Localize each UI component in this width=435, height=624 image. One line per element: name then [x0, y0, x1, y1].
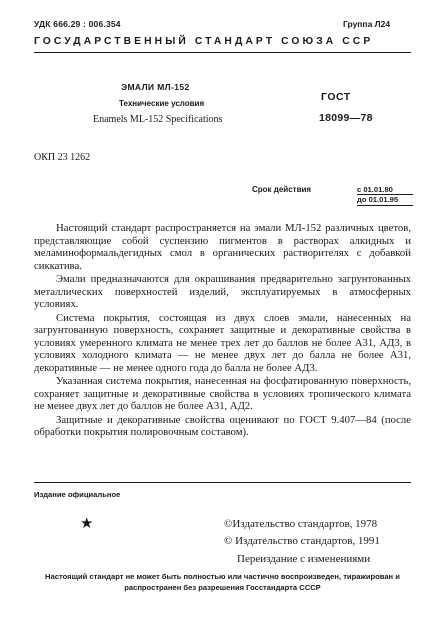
reproduction-notice: Настоящий стандарт не может быть полностью или частично воспроизведен, тиражирован и распространен без разрешения Госстандарта СССР	[45, 572, 400, 592]
validity-label: Срок действия	[252, 185, 312, 194]
footer-divider	[34, 482, 411, 483]
gost-number: 18099—78	[319, 112, 373, 124]
paragraph-scope: Настоящий стандарт распространяется на эмали МЛ-152 различных цветов, представляющие собой суспензию пигментов в растворах алкидных и меламиноформальдегидных смол в органических растворителях с добавкой сиккатива.	[34, 222, 411, 272]
group-code: Группа Л24	[343, 19, 391, 29]
validity-underline-2	[357, 205, 413, 206]
udk-code: УДК 666.29 : 006.354	[34, 19, 121, 29]
paragraph-purpose: Эмали предназначаются для окрашивания предварительно загрунтованных металлических поверхностей изделий, эксплуатируемых в атмосферных условиях.	[34, 273, 411, 310]
gost-label: ГОСТ	[321, 91, 351, 103]
paragraph-evaluation: Защитные и декоративные свойства оценивают по ГОСТ 9.407—84 (после обработки покрытия полировочным составом).	[34, 413, 411, 438]
state-standard-heading: ГОСУДАРСТВЕННЫЙ СТАНДАРТ СОЮЗА ССР	[34, 36, 374, 47]
header-divider	[34, 52, 411, 53]
document-title: ЭМАЛИ МЛ-152	[121, 82, 190, 92]
validity-to: до 01.01.95	[357, 195, 399, 204]
official-edition-label: Издание официальное	[34, 490, 121, 499]
document-subtitle: Технические условия	[119, 99, 205, 108]
okp-code: ОКП 23 1262	[34, 152, 91, 163]
copyright-1978: ©Издательство стандартов, 1978	[224, 518, 378, 530]
reissue-note: Переиздание с изменениями	[237, 553, 371, 565]
paragraph-coating-system: Система покрытия, состоящая из двух слоев эмали, нанесенных на загрунтованную поверхность, сохраняет защитные и декоративные свойства в условиях умеренного климата не менее трех лет до баллов не более А31, АД3, в условиях холодного климата — не менее двух лет до балла не более А31, декоративные — не менее одного года до балла не более АД3.	[34, 311, 411, 374]
body-text	[34, 222, 411, 440]
star-icon: ★	[80, 516, 94, 532]
paragraph-tropical: Указанная система покрытия, нанесенная на фосфатированную поверхность, сохраняет защитные и декоративные свойства в условиях тропического климата не менее двух лет до баллов не более А31, АД2.	[34, 375, 411, 412]
document-title-english: Enamels ML-152 Specifications	[93, 114, 223, 125]
copyright-1991: © Издательство стандартов, 1991	[224, 535, 380, 547]
validity-from: с 01.01.80	[357, 185, 393, 194]
